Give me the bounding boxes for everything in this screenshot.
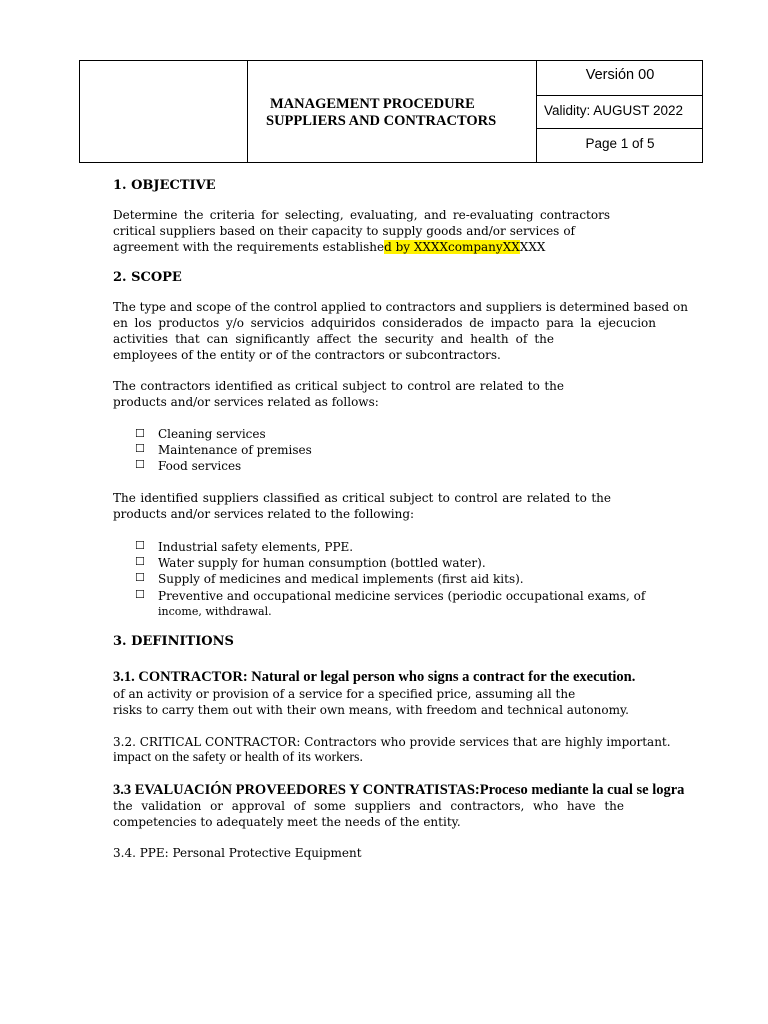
list-item: Maintenance of premises — [158, 443, 312, 457]
list-item: Food services — [158, 459, 242, 473]
scope-paragraph-line: The identified suppliers classified as critical subject to control are related to the — [113, 491, 611, 505]
checkbox-bullet-icon: ☐ — [135, 571, 145, 584]
highlighted-company-text: d by XXXXcompanyXX — [384, 240, 520, 254]
objective-line: agreement with the requirements established by XXXXcompanyXXXXX — [113, 240, 546, 254]
checkbox-bullet-icon: ☐ — [135, 555, 145, 568]
scope-paragraph-line: employees of the entity or of the contractors or subcontractors. — [113, 348, 501, 362]
checkbox-bullet-icon: ☐ — [135, 458, 145, 471]
list-item: Water supply for human consumption (bottled water). — [158, 556, 486, 570]
definition-line: the validation or approval of some suppliers and contractors, who have the — [113, 799, 624, 813]
logo-cell — [80, 61, 248, 162]
checkbox-bullet-icon: ☐ — [135, 442, 145, 455]
objective-heading: 1. OBJECTIVE — [113, 178, 216, 193]
list-item-continuation: income, withdrawal. — [158, 605, 272, 618]
scope-paragraph-line: The type and scope of the control applied to contractors and suppliers is determined based on — [113, 300, 688, 314]
checkbox-bullet-icon: ☐ — [135, 539, 145, 552]
document-header-table — [79, 60, 703, 163]
definition-contractor-title: 3.1. CONTRACTOR: Natural or legal person who signs a contract for the execution. — [113, 669, 636, 685]
definition-line: 3.2. CRITICAL CONTRACTOR: Contractors who provide services that are highly important. — [113, 735, 671, 749]
list-item: Preventive and occupational medicine services (periodic occupational exams, of — [158, 589, 646, 603]
definition-line: impact on the safety or health of its workers. — [113, 750, 363, 765]
scope-paragraph-line: activities that can significantly affect the security and health of the — [113, 332, 554, 346]
version-label: Versión 00 — [537, 61, 703, 96]
list-item: Industrial safety elements, PPE. — [158, 540, 354, 554]
scope-paragraph-line: products and/or services related to the following: — [113, 507, 415, 521]
scope-heading: 2. SCOPE — [113, 270, 182, 285]
checkbox-bullet-icon: ☐ — [135, 588, 145, 601]
definition-evaluation-title: 3.3 EVALUACIÓN PROVEEDORES Y CONTRATISTAS:Proceso mediante la cual se logra — [113, 782, 685, 798]
page-number-label: Page 1 of 5 — [585, 136, 655, 151]
objective-line: Determine the criteria for selecting, evaluating, and re-evaluating contractors — [113, 208, 610, 222]
objective-line: critical suppliers based on their capacity to supply goods and/or services of — [113, 224, 575, 238]
validity-label: Validity: AUGUST 2022 — [537, 96, 703, 129]
title-cell — [247, 61, 536, 162]
list-item: Cleaning services — [158, 427, 266, 441]
list-item: Supply of medicines and medical implements (first aid kits). — [158, 572, 524, 586]
scope-paragraph-line: The contractors identified as critical subject to control are related to the — [113, 379, 564, 393]
document-title-line2: SUPPLIERS AND CONTRACTORS — [266, 113, 497, 129]
meta-cell — [536, 61, 703, 162]
checkbox-bullet-icon: ☐ — [135, 427, 145, 440]
document-title-line1: MANAGEMENT PROCEDURE — [270, 96, 475, 112]
definition-line: competencies to adequately meet the needs of the entity. — [113, 815, 461, 829]
scope-paragraph-line: en los productos y/o servicios adquiridos considerados de impacto para la ejecucion — [113, 316, 656, 330]
scope-paragraph-line: products and/or services related as follows: — [113, 395, 379, 409]
definition-line: risks to carry them out with their own means, with freedom and technical autonomy. — [113, 703, 629, 717]
definition-line: of an activity or provision of a service for a specified price, assuming all the — [113, 687, 576, 701]
definition-ppe: 3.4. PPE: Personal Protective Equipment — [113, 846, 362, 860]
definitions-heading: 3. DEFINITIONS — [113, 634, 234, 649]
